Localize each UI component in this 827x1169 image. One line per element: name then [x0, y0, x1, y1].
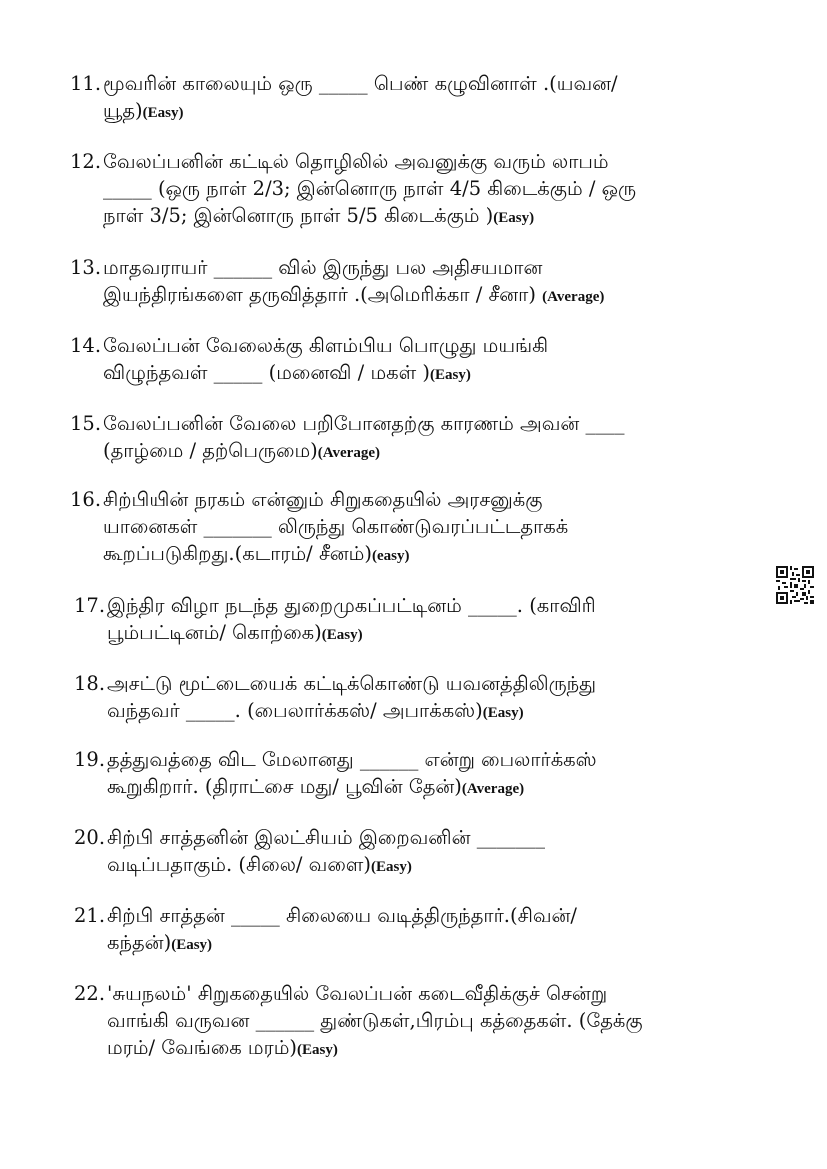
question-text: நாள் 3/5; இன்னொரு நாள் 5/5 கிடைக்கும் ) [103, 204, 494, 227]
question-text: சிற்பி சாத்தனின் இலட்சியம் இறைவனின் _______ [107, 826, 545, 849]
question-number: 20. [74, 826, 106, 849]
question-line [74, 980, 774, 1007]
difficulty-label: (Easy) [297, 1042, 338, 1058]
question-line [74, 592, 774, 619]
question-number: 13. [70, 256, 102, 279]
question-number: 16. [70, 488, 102, 511]
difficulty-label: (Easy) [171, 937, 213, 953]
difficulty-label: (Average) [542, 289, 605, 305]
question-text: சிற்பி சாத்தன் _____ சிலையை வடித்திருந்தார்.(சிவன்/ [107, 904, 577, 927]
question-line [74, 619, 774, 649]
question-text: வடிப்பதாகும். (சிலை/ வளை) [107, 853, 372, 876]
question-text: மாதவராயர் ______ வில் இருந்து பல அதிசயமான [103, 256, 543, 279]
question-text: வேலப்பனின் கட்டில் தொழிலில் அவனுக்கு வரும் லாபம் [103, 150, 609, 173]
question-text: விழுந்தவள் _____ (மனைவி / மகள் ) [103, 361, 431, 384]
question-text: யூத) [103, 99, 143, 122]
question-text: (தாழ்மை / தற்பெருமை) [103, 439, 318, 462]
question-text: வேலப்பனின் வேலை பறிபோனதற்கு காரணம் அவன் ____ [103, 412, 625, 435]
question-17 [74, 592, 774, 649]
question-line [70, 513, 770, 540]
question-line [70, 254, 770, 281]
question-number: 22. [74, 982, 106, 1005]
question-number: 11. [70, 72, 102, 95]
difficulty-label: (Easy) [482, 705, 524, 721]
question-text: மரம்/ வேங்கை மரம்) [107, 1036, 298, 1059]
question-number: 19. [74, 748, 106, 771]
question-14 [70, 332, 770, 389]
question-text: அசட்டு மூட்டையைக் கட்டிக்கொண்டு யவனத்திலிருந்து [107, 672, 597, 695]
difficulty-label: (Easy) [321, 627, 363, 643]
question-text: _____ (ஒரு நாள் 2/3; இன்னொரு நாள் 4/5 கிடைக்கும் / ஒரு [103, 177, 637, 200]
question-number: 14. [70, 334, 102, 357]
question-line [70, 486, 770, 513]
question-text: சிற்பியின் நரகம் என்னும் சிறுகதையில் அரசனுக்கு [103, 488, 543, 511]
question-text: கந்தன்) [107, 931, 172, 954]
question-line [70, 437, 770, 467]
question-text: கூறப்படுகிறது.(கடாரம்/ சீனம்) [103, 542, 372, 565]
question-line [74, 902, 774, 929]
question-15 [70, 410, 770, 467]
question-11 [70, 70, 770, 127]
question-line [74, 824, 774, 851]
difficulty-label: (Average) [461, 781, 525, 797]
question-18 [74, 670, 774, 727]
question-text: பூம்பட்டினம்/ கொற்கை) [107, 621, 322, 644]
question-text: இந்திர விழா நடந்த துறைமுகப்பட்டினம் _____. (காவிரி [107, 594, 596, 617]
question-line [74, 746, 774, 773]
question-text: இயந்திரங்களை தருவித்தார் .(அமெரிக்கா / சீனா) [103, 283, 543, 306]
question-line [74, 697, 774, 727]
difficulty-label: (Easy) [493, 210, 535, 226]
question-line [74, 1034, 774, 1064]
question-20 [74, 824, 774, 881]
question-line [70, 175, 770, 202]
question-line [70, 332, 770, 359]
question-21 [74, 902, 774, 959]
question-line [74, 851, 774, 881]
question-13 [70, 254, 770, 311]
question-line [70, 540, 770, 570]
difficulty-label: (Easy) [430, 367, 471, 383]
question-line [74, 1007, 774, 1034]
question-19 [74, 746, 774, 803]
question-text: யானைகள் _______ லிருந்து கொண்டுவரப்பட்டதாகக் [103, 515, 569, 538]
question-text: வேலப்பன் வேலைக்கு கிளம்பிய பொழுது மயங்கி [103, 334, 549, 357]
qr-code-icon [776, 566, 814, 604]
difficulty-label: (easy) [371, 548, 410, 564]
question-line [70, 70, 770, 97]
question-22 [74, 980, 774, 1064]
question-line [70, 202, 770, 232]
question-text: வந்தவர் _____. (பைலார்க்கஸ்/ அபாக்கஸ்) [107, 699, 483, 722]
question-line [74, 670, 774, 697]
question-line [70, 410, 770, 437]
question-text: மூவரின் காலையும் ஒரு _____ பெண் கழுவினாள் .(யவன/ [103, 72, 618, 95]
question-text: கூறுகிறார். (திராட்சை மது/ பூவின் தேன்) [107, 775, 462, 798]
question-number: 21. [74, 904, 106, 927]
difficulty-label: (Easy) [142, 105, 184, 121]
question-text: வாங்கி வருவன ______ துண்டுகள்,பிரம்பு கத்தைகள். (தேக்கு [107, 1009, 643, 1032]
question-line [74, 773, 774, 803]
difficulty-label: (Average) [317, 445, 380, 461]
difficulty-label: (Easy) [371, 859, 412, 875]
question-line [70, 148, 770, 175]
question-line [70, 97, 770, 127]
question-number: 15. [70, 412, 102, 435]
question-number: 17. [74, 594, 106, 617]
question-12 [70, 148, 770, 232]
question-line [74, 929, 774, 959]
question-16 [70, 486, 770, 570]
question-number: 18. [74, 672, 106, 695]
question-line [70, 281, 770, 311]
question-text: 'சுயநலம்' சிறுகதையில் வேலப்பன் கடைவீதிக்குச் சென்று [107, 982, 608, 1005]
question-text: தத்துவத்தை விட மேலானது ______ என்று பைலார்க்கஸ் [107, 748, 597, 771]
question-line [70, 359, 770, 389]
question-number: 12. [70, 150, 102, 173]
